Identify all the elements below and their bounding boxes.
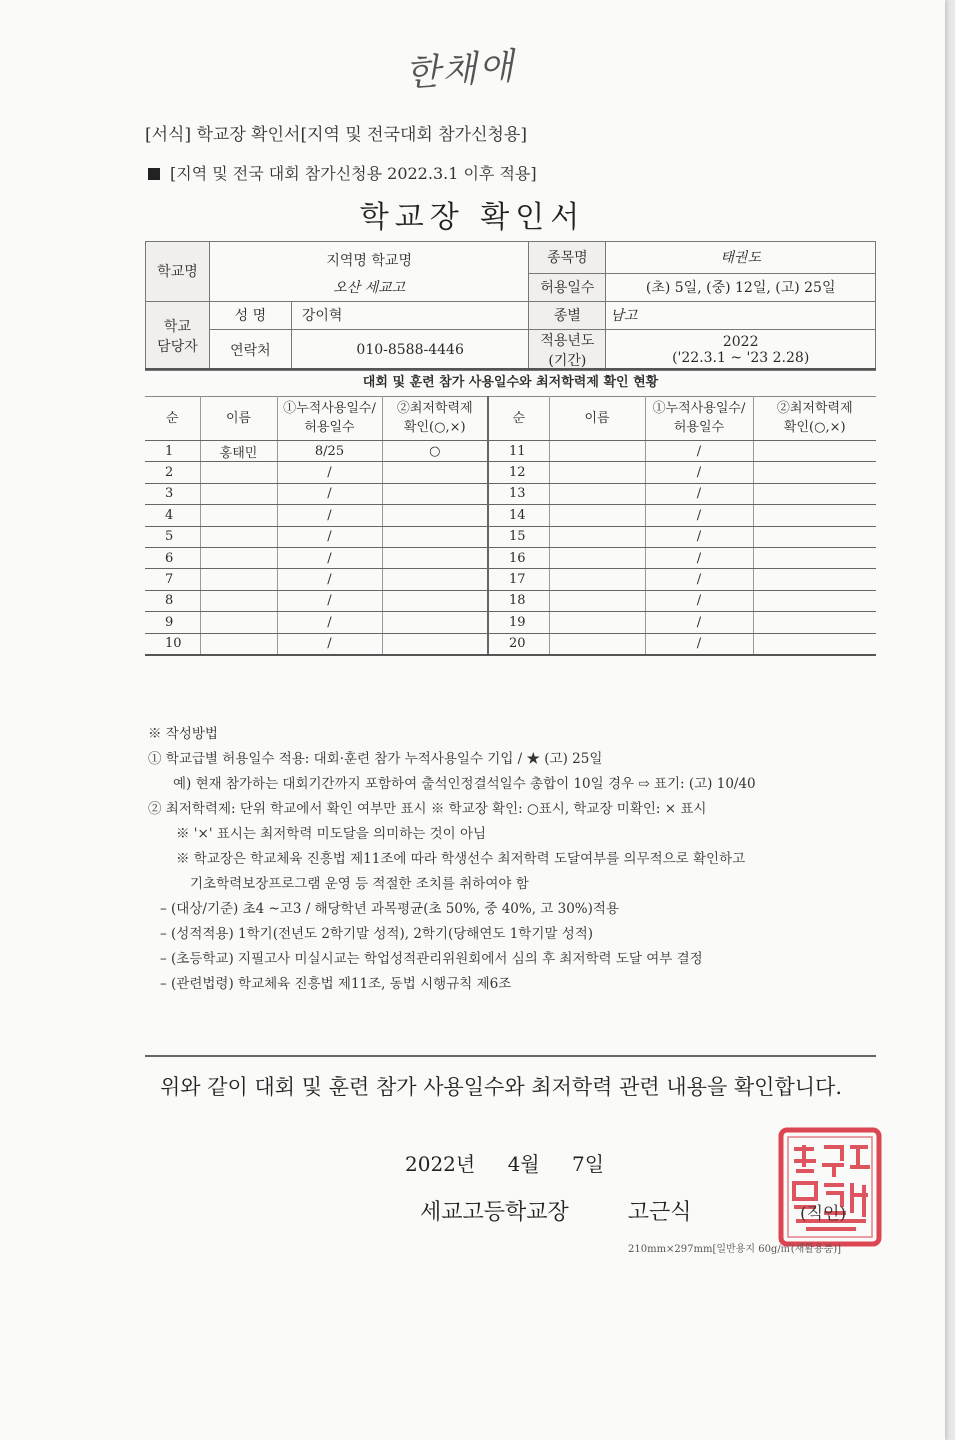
row-no-right: 16 [488, 547, 549, 568]
year-label-line2: (기간) [548, 352, 587, 369]
col-days-right [645, 396, 753, 441]
row-days: / [277, 462, 382, 483]
allowed-days-value: (초) 5일, (중) 12일, (고) 25일 [606, 273, 876, 301]
row-name [200, 633, 277, 655]
row-no: 6 [145, 547, 200, 568]
table-row [145, 547, 876, 568]
table-row [145, 569, 876, 590]
instruction-line: ※ 학교장은 학교체육 진흥법 제11조에 따라 학생선수 최저학력 도달여부를 의무적으로 확인하고 [176, 851, 746, 867]
col-min-right [753, 396, 876, 441]
row-name-right [549, 441, 645, 462]
gender-label: 종별 [529, 301, 606, 329]
official-seal-icon [776, 1125, 884, 1249]
subheader [148, 161, 537, 184]
row-days-right: / [645, 462, 753, 483]
col-name: 이름 [200, 396, 277, 441]
year-value: 2022 [722, 333, 759, 350]
row-name-right [549, 526, 645, 547]
row-days: / [277, 505, 382, 526]
handwritten-note: 한채애 [403, 46, 517, 95]
paper-spec: 210mm×297mm[일반용지 60g/㎡(재활용품)] [628, 1244, 842, 1255]
row-days: / [277, 483, 382, 504]
row-days-right: / [645, 633, 753, 655]
row-name [200, 547, 277, 568]
col-no: 순 [145, 396, 200, 441]
row-check [382, 612, 488, 633]
row-check-right [753, 569, 876, 590]
date-month: 4월 [507, 1152, 540, 1176]
row-check [382, 483, 488, 504]
row-no-right: 12 [488, 462, 549, 483]
table-row [145, 612, 876, 633]
region-school-label: 지역명 학교명 [209, 242, 529, 274]
instruction-line: – (초등학교) 지필고사 미실시교는 학업성적관리위원회에서 심의 후 최저학력 도달 여부 결정 [160, 951, 703, 967]
row-no: 10 [145, 633, 200, 655]
row-name [200, 590, 277, 611]
manager-label [146, 301, 210, 370]
row-name [200, 612, 277, 633]
row-no-right: 14 [488, 505, 549, 526]
row-name-right [549, 462, 645, 483]
row-days-right: / [645, 569, 753, 590]
col-name-right: 이름 [549, 396, 645, 441]
col-days-line1: ①누적사용일수/ [283, 401, 376, 416]
form-label: [서식] 학교장 확인서[지역 및 전국대회 참가신청용] [145, 125, 527, 145]
usage-title: 대회 및 훈련 참가 사용일수와 최저학력제 확인 현황 [145, 368, 876, 397]
instruction-line: – (성적적용) 1학기(전년도 2학기말 성적), 2학기(당해연도 1학기말 성적) [160, 926, 594, 942]
row-no-right: 13 [488, 483, 549, 504]
col-min-line2: 확인(○,×) [403, 420, 466, 435]
confirmation-divider [145, 1055, 876, 1057]
school-value: 오산 세교고 [209, 273, 529, 301]
row-no: 3 [145, 483, 200, 504]
table-row [145, 526, 876, 547]
row-check-right [753, 612, 876, 633]
row-days-right: / [645, 526, 753, 547]
subheader-text: [지역 및 전국 대회 참가신청용 2022.3.1 이후 적용] [170, 164, 537, 183]
row-check-right [753, 526, 876, 547]
col-no-right: 순 [488, 396, 549, 441]
principal-line [420, 1195, 692, 1226]
row-name-right [549, 633, 645, 655]
principal-name: 고근식 [627, 1200, 692, 1225]
row-check [382, 547, 488, 568]
date-year: 2022년 [405, 1152, 476, 1176]
instruction-line: 예) 현재 참가하는 대회기간까지 포함하여 출석인정결석일수 총합이 10일 경우 ⇨ 표기: (고) 10/40 [173, 776, 756, 792]
instruction-line: ※ '×' 표시는 최저학력 미도달을 의미하는 것이 아님 [176, 826, 487, 842]
table-row [145, 441, 876, 462]
confirmation-text: 위와 같이 대회 및 훈련 참가 사용일수와 최저학력 관련 내용을 확인합니다. [160, 1075, 843, 1099]
row-name-right [549, 483, 645, 504]
instruction-line: ② 최저학력제: 단위 학교에서 확인 여부만 표시 ※ 학교장 확인: ○표시, 학교장 미확인: × 표시 [148, 801, 707, 817]
allowed-days-label: 허용일수 [529, 273, 606, 301]
row-name [200, 483, 277, 504]
row-check [382, 526, 488, 547]
row-check-right [753, 633, 876, 655]
period-value: ('22.3.1 ~ '23 2.28) [672, 349, 810, 366]
square-bullet-icon [148, 168, 160, 180]
col-min-right-line1: ②최저학력제 [776, 401, 853, 416]
col-min-right-line2: 확인(○,×) [783, 420, 846, 435]
row-check-right [753, 547, 876, 568]
table-row [145, 483, 876, 504]
row-days-right: / [645, 547, 753, 568]
col-days [277, 396, 382, 441]
row-days-right: / [645, 505, 753, 526]
row-days: / [277, 547, 382, 568]
year-label-line1: 적용년도 [540, 332, 595, 349]
row-no: 5 [145, 526, 200, 547]
row-check [382, 462, 488, 483]
sport-label: 종목명 [529, 242, 606, 274]
row-check [382, 633, 488, 655]
row-days-right: / [645, 590, 753, 611]
sport-value: 태권도 [606, 242, 876, 274]
row-check-right [753, 483, 876, 504]
row-no-right: 11 [488, 441, 549, 462]
contact-label: 연락처 [209, 329, 291, 370]
row-name [200, 505, 277, 526]
row-check: ○ [382, 441, 488, 462]
col-days-right-line1: ①누적사용일수/ [652, 401, 746, 416]
table-row [145, 590, 876, 611]
contact-value: 010-8588-4446 [291, 329, 529, 370]
row-days-right: / [645, 483, 753, 504]
row-days: 8/25 [277, 441, 382, 462]
instruction-line: – (관련법령) 학교체육 진흥법 제11조, 동법 시행규칙 제6조 [160, 976, 512, 992]
row-name [200, 462, 277, 483]
row-days: / [277, 612, 382, 633]
table-row [145, 462, 876, 483]
row-name [200, 526, 277, 547]
manager-label-line2: 담당자 [157, 338, 198, 355]
row-check-right [753, 462, 876, 483]
row-days: / [277, 633, 382, 655]
row-no: 2 [145, 462, 200, 483]
usage-table [145, 396, 876, 656]
manager-label-line1: 학교 [163, 318, 191, 335]
document-title: 학교장 확인서 [359, 200, 586, 235]
row-check-right [753, 505, 876, 526]
row-days-right: / [645, 441, 753, 462]
row-days: / [277, 569, 382, 590]
row-check [382, 590, 488, 611]
table-row [145, 633, 876, 655]
seal-label: (직인) [800, 1204, 847, 1224]
col-days-right-line2: 허용일수 [673, 420, 725, 435]
row-name-right [549, 505, 645, 526]
row-no: 8 [145, 590, 200, 611]
usage-table-body [145, 441, 876, 655]
row-no-right: 18 [488, 590, 549, 611]
row-days: / [277, 526, 382, 547]
instruction-line: ① 학교급별 허용일수 적용: 대회·훈련 참가 누적사용일수 기입 / ★ (고) 25일 [148, 751, 603, 767]
name-label: 성 명 [209, 301, 291, 329]
row-no: 1 [145, 441, 200, 462]
row-name [200, 569, 277, 590]
name-value: 강이혁 [291, 301, 529, 329]
row-no: 7 [145, 569, 200, 590]
row-check-right [753, 441, 876, 462]
row-no: 9 [145, 612, 200, 633]
row-days: / [277, 590, 382, 611]
instructions-heading: ※ 작성방법 [148, 726, 218, 742]
row-no-right: 17 [488, 569, 549, 590]
row-no-right: 15 [488, 526, 549, 547]
date-day: 7일 [571, 1152, 605, 1176]
row-check [382, 569, 488, 590]
row-no-right: 20 [488, 633, 549, 655]
row-name-right [549, 569, 645, 590]
row-no: 4 [145, 505, 200, 526]
year-label [529, 329, 606, 370]
date-line [405, 1148, 630, 1177]
row-name: 홍태민 [200, 441, 277, 462]
table-row [145, 505, 876, 526]
principal-title: 세교고등학교장 [420, 1200, 569, 1225]
gender-value: 남고 [606, 301, 876, 329]
school-label: 학교명 [146, 242, 210, 302]
year-cell [606, 329, 876, 370]
instruction-line: 기초학력보장프로그램 운영 등 적절한 조치를 취하여야 함 [190, 876, 529, 892]
col-min [382, 396, 488, 441]
row-days-right: / [645, 612, 753, 633]
row-no-right: 19 [488, 612, 549, 633]
row-name-right [549, 547, 645, 568]
col-days-line2: 허용일수 [304, 420, 355, 435]
row-check [382, 505, 488, 526]
col-min-line1: ②최저학력제 [396, 401, 473, 416]
row-name-right [549, 612, 645, 633]
row-name-right [549, 590, 645, 611]
info-table [145, 241, 876, 371]
row-check-right [753, 590, 876, 611]
instruction-line: – (대상/기준) 초4 ~고3 / 해당학년 과목평균(초 50%, 중 40%, 고 30%)적용 [160, 901, 619, 917]
